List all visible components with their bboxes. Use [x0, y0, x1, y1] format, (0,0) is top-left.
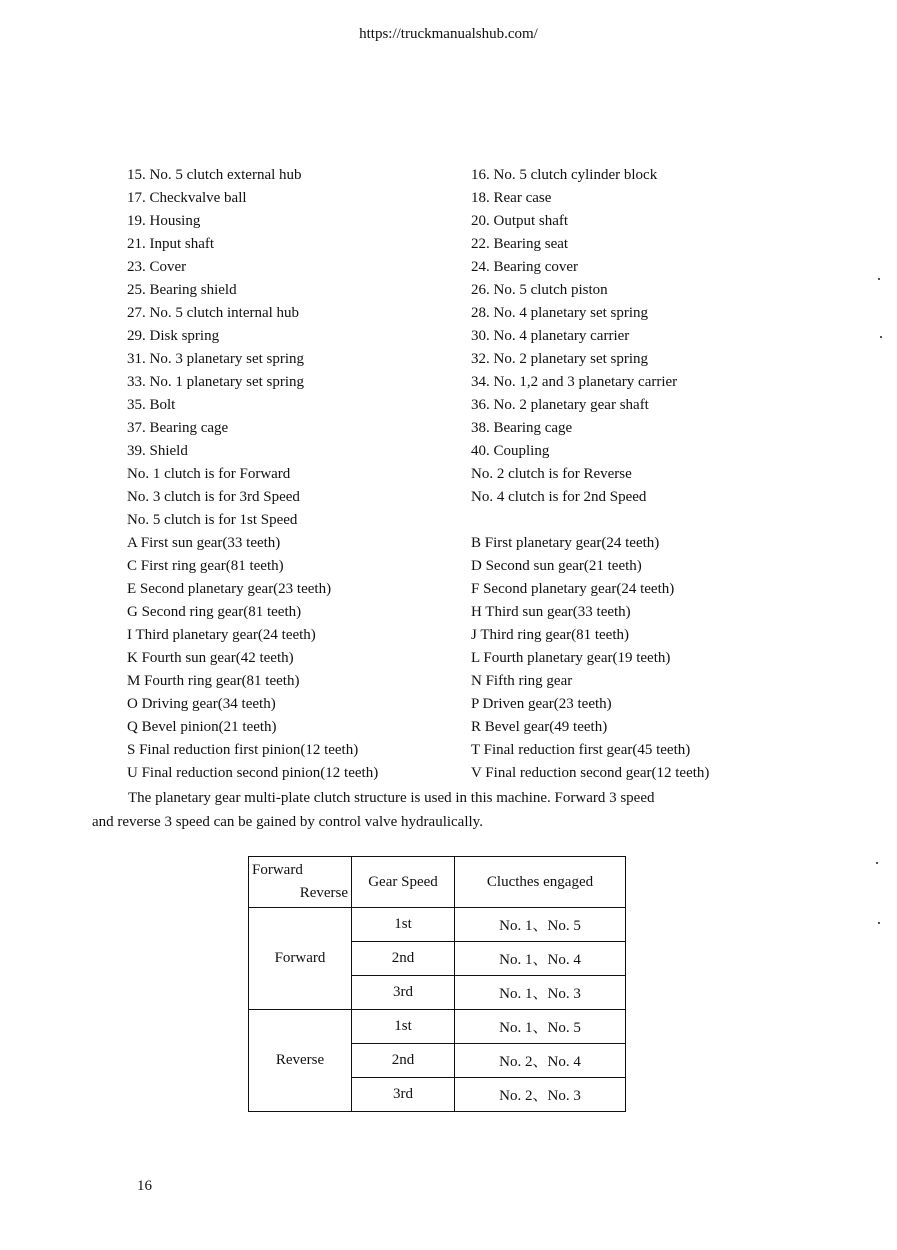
list-item [127, 532, 827, 555]
list-item-left: S Final reduction first pinion(12 teeth) [127, 742, 359, 758]
list-item-right: D Second sun gear(21 teeth) [471, 558, 642, 574]
list-item-right: N Fifth ring gear [471, 673, 573, 689]
table-row [249, 908, 626, 942]
list-item [127, 486, 827, 509]
list-item-right: P Driven gear(23 teeth) [471, 696, 612, 712]
list-item-right: J Third ring gear(81 teeth) [471, 627, 630, 643]
list-item-left: A First sun gear(33 teeth) [127, 535, 281, 551]
list-item [127, 739, 827, 762]
paragraph-line-1: The planetary gear multi-plate clutch structure is used in this machine. Forward 3 speed [128, 790, 655, 806]
direction-cell-forward: Forward [249, 908, 352, 1010]
list-item [127, 578, 827, 601]
scan-speck [878, 278, 880, 280]
paragraph-line-2: and reverse 3 speed can be gained by control valve hydraulically. [92, 814, 483, 830]
list-item-right: 34. No. 1,2 and 3 planetary carrier [471, 374, 678, 390]
list-item-right: 26. No. 5 clutch piston [471, 282, 608, 298]
list-item-left: No. 1 clutch is for Forward [127, 466, 291, 482]
list-item-right: 20. Output shaft [471, 213, 569, 229]
page-number: 16 [137, 1178, 152, 1194]
list-item [127, 693, 827, 716]
list-item-left: G Second ring gear(81 teeth) [127, 604, 302, 620]
list-item-left: No. 3 clutch is for 3rd Speed [127, 489, 300, 505]
list-item-left: 19. Housing [127, 213, 201, 229]
list-item-right: 16. No. 5 clutch cylinder block [471, 167, 658, 183]
list-item [127, 417, 827, 440]
list-item-right: 40. Coupling [471, 443, 550, 459]
list-item-left: 35. Bolt [127, 397, 176, 413]
list-item-right: L Fourth planetary gear(19 teeth) [471, 650, 671, 666]
scan-speck [878, 922, 880, 924]
list-item-left: 31. No. 3 planetary set spring [127, 351, 305, 367]
list-item-right: V Final reduction second gear(12 teeth) [471, 765, 710, 781]
list-item [127, 670, 827, 693]
list-item-right: 22. Bearing seat [471, 236, 569, 252]
list-item-left: Q Bevel pinion(21 teeth) [127, 719, 277, 735]
list-item-left: 39. Shield [127, 443, 188, 459]
list-item-right: 24. Bearing cover [471, 259, 579, 275]
list-item-left: U Final reduction second pinion(12 teeth) [127, 765, 379, 781]
clutches-cell: No. 1、No. 4 [455, 942, 626, 976]
list-item-left: O Driving gear(34 teeth) [127, 696, 276, 712]
clutches-cell: No. 1、No. 5 [455, 1010, 626, 1044]
table-row [249, 1010, 626, 1044]
header-forward-label: Forward [252, 862, 303, 878]
list-item-right: R Bevel gear(49 teeth) [471, 719, 608, 735]
clutches-cell: No. 2、No. 4 [455, 1044, 626, 1078]
list-item-right: No. 2 clutch is for Reverse [471, 466, 632, 482]
list-item-left: K Fourth sun gear(42 teeth) [127, 650, 294, 666]
direction-cell-reverse: Reverse [249, 1010, 352, 1112]
list-item [127, 325, 827, 348]
list-item-left: 27. No. 5 clutch internal hub [127, 305, 300, 321]
list-item-left: No. 5 clutch is for 1st Speed [127, 512, 298, 528]
list-item-left: 29. Disk spring [127, 328, 220, 344]
list-item [127, 463, 827, 486]
speed-cell: 2nd [352, 1044, 455, 1078]
list-item-left: M Fourth ring gear(81 teeth) [127, 673, 300, 689]
list-item [127, 555, 827, 578]
header-reverse-label: Reverse [299, 885, 348, 901]
list-item-right: F Second planetary gear(24 teeth) [471, 581, 675, 597]
list-item-left: I Third planetary gear(24 teeth) [127, 627, 316, 643]
header-gear-speed: Gear Speed [352, 857, 455, 908]
list-item [127, 647, 827, 670]
list-item [127, 394, 827, 417]
scan-speck [876, 862, 878, 864]
list-item-right: 28. No. 4 planetary set spring [471, 305, 649, 321]
list-item-left: 37. Bearing cage [127, 420, 229, 436]
list-item-right: 18. Rear case [471, 190, 552, 206]
scan-speck [880, 336, 882, 338]
list-item-left: 23. Cover [127, 259, 187, 275]
list-item [127, 279, 827, 302]
table-header-row [249, 857, 626, 908]
parts-list [127, 164, 827, 785]
list-item [127, 762, 827, 785]
list-item-right: 38. Bearing cage [471, 420, 573, 436]
list-item-left: 17. Checkvalve ball [127, 190, 247, 206]
list-item-right: H Third sun gear(33 teeth) [471, 604, 631, 620]
clutches-cell: No. 1、No. 3 [455, 976, 626, 1010]
list-item-left: 15. No. 5 clutch external hub [127, 167, 302, 183]
list-item [127, 256, 827, 279]
list-item [127, 210, 827, 233]
list-item-left: C First ring gear(81 teeth) [127, 558, 284, 574]
list-item [127, 164, 827, 187]
list-item-left: 33. No. 1 planetary set spring [127, 374, 305, 390]
list-item [127, 187, 827, 210]
list-item-left: 25. Bearing shield [127, 282, 237, 298]
list-item [127, 440, 827, 463]
list-item [127, 348, 827, 371]
list-item-left: 21. Input shaft [127, 236, 215, 252]
list-item-right: T Final reduction first gear(45 teeth) [471, 742, 691, 758]
list-item-left: E Second planetary gear(23 teeth) [127, 581, 332, 597]
list-item [127, 716, 827, 739]
description-paragraph [92, 786, 792, 834]
list-item [127, 509, 827, 532]
clutches-cell: No. 2、No. 3 [455, 1078, 626, 1112]
list-item-right: 30. No. 4 planetary carrier [471, 328, 630, 344]
source-url: https://truckmanualshub.com/ [359, 26, 538, 42]
speed-cell: 2nd [352, 942, 455, 976]
list-item-right: No. 4 clutch is for 2nd Speed [471, 489, 647, 505]
speed-cell: 3rd [352, 976, 455, 1010]
list-item [127, 624, 827, 647]
list-item-right: B First planetary gear(24 teeth) [471, 535, 660, 551]
list-item [127, 233, 827, 256]
speed-cell: 1st [352, 1010, 455, 1044]
speed-cell: 1st [352, 908, 455, 942]
list-item [127, 302, 827, 325]
list-item-right: 32. No. 2 planetary set spring [471, 351, 649, 367]
direction-header-cell [249, 857, 352, 908]
speed-cell: 3rd [352, 1078, 455, 1112]
header-clutches-engaged: Clucthes engaged [455, 857, 626, 908]
list-item [127, 371, 827, 394]
clutch-engagement-table [248, 856, 626, 1112]
list-item-right: 36. No. 2 planetary gear shaft [471, 397, 649, 413]
list-item [127, 601, 827, 624]
clutches-cell: No. 1、No. 5 [455, 908, 626, 942]
